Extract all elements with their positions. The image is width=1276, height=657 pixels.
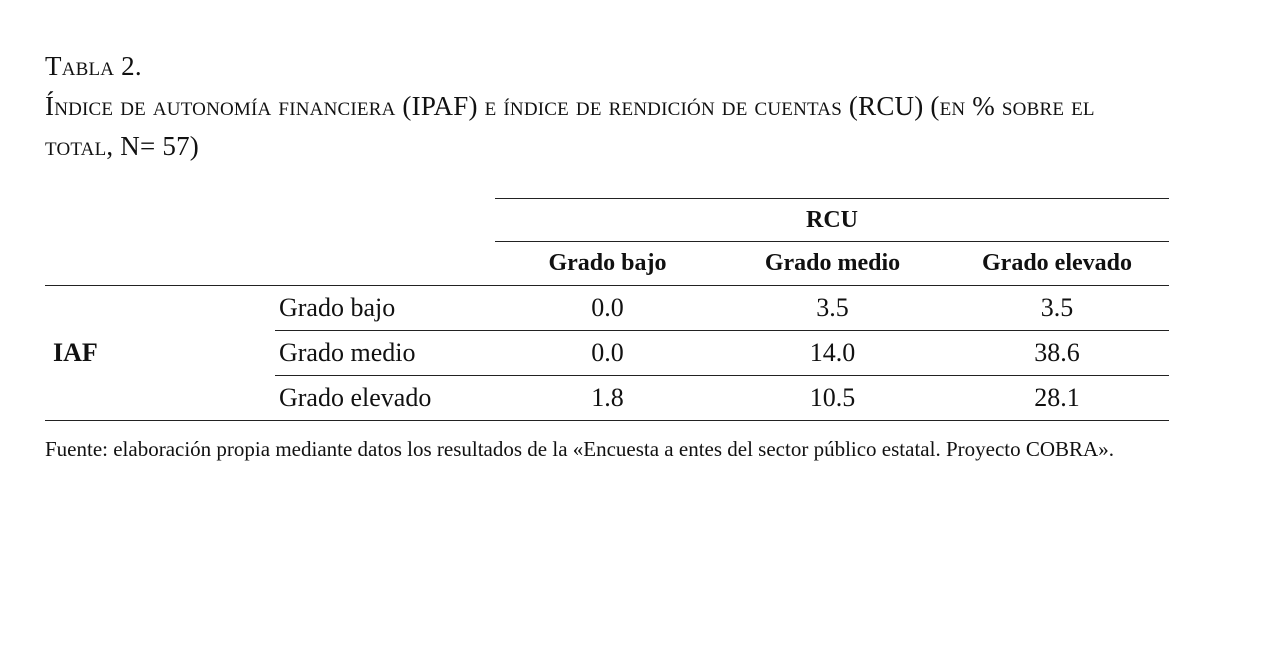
- empty-cell: [45, 199, 275, 242]
- source-note: Fuente: elaboración propia mediante datos los resultados de la «Encuesta a entes del sector público estatal. Proyecto COBRA».: [45, 437, 1114, 461]
- row-label: Grado elevado: [275, 376, 495, 421]
- table-cell: 10.5: [720, 376, 945, 421]
- table-row: [45, 286, 1169, 331]
- row-label: Grado bajo: [279, 293, 396, 322]
- table-number: Tabla 2.: [45, 51, 142, 81]
- table-cell: 1.8: [495, 376, 720, 421]
- table-cell: 0.0: [591, 293, 624, 322]
- column-header: Grado bajo: [495, 242, 720, 286]
- table-title-line-1: Índice de autonomía financiera (IPAF) e índice de rendición de cuentas (RCU) (en % sobre el: [45, 91, 1095, 121]
- empty-cell: [275, 199, 495, 242]
- row-label: Grado medio: [275, 331, 495, 376]
- column-group-row: [45, 199, 1169, 242]
- table-cell: 28.1: [945, 376, 1169, 421]
- data-table: [45, 198, 1169, 421]
- column-header-row: [45, 242, 1169, 286]
- table-cell: 3.5: [816, 293, 849, 322]
- table-cell: 14.0: [720, 331, 945, 376]
- table-cell: 0.0: [495, 331, 720, 376]
- empty-cell: [45, 242, 275, 286]
- column-group-header: RCU: [495, 199, 1169, 242]
- table-cell: 3.5: [1040, 293, 1074, 322]
- column-header: Grado elevado: [945, 242, 1169, 286]
- table-title-line-2: total, N= 57): [45, 131, 199, 161]
- empty-cell: [275, 242, 495, 286]
- row-group-header: IAF: [45, 286, 275, 421]
- table-caption: [45, 46, 1233, 166]
- column-header: Grado medio: [720, 242, 945, 286]
- table-cell: 38.6: [945, 331, 1169, 376]
- data-table-container: [45, 198, 1169, 421]
